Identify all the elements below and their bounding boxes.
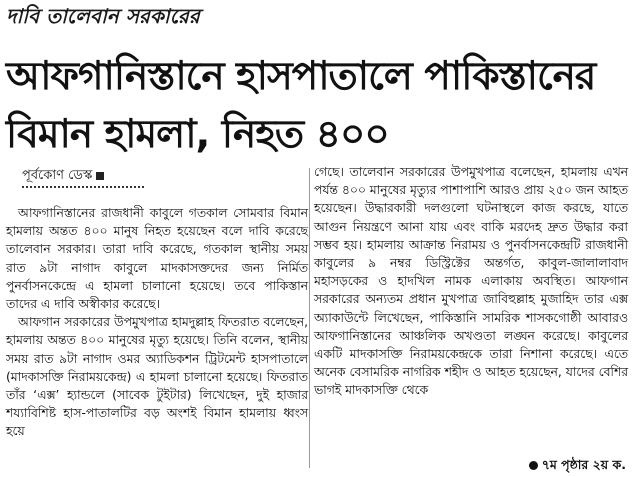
- headline-line-2: বিমান হামলা, নিহত ৪০০: [6, 112, 389, 157]
- bullet-dot-icon: [529, 461, 538, 470]
- continuation-note: [529, 457, 626, 477]
- byline-text: পূর্বকোণ ডেস্ক: [22, 168, 93, 183]
- continuation-text: ৭ম পৃষ্ঠার ২য় ক.: [541, 457, 626, 472]
- paragraph: আফগানিস্তানের রাজধানী কাবুলে গতকাল সোমবার বিমান হামলায় অন্তত ৪০০ মানুষ নিহত হয়েছেন বলে দাবি করেছে তালেবান সরকার। তারা দাবি করেছে, গতকাল স্থানীয় সময় রাত ৯টা নাগাদ কাবুলে মাদকাসক্তদের জন্য নির্মিত পুনর্বাসনকেন্দ্রে এ হামলা চালানো হয়েছে। তবে পাকিস্তান তাদের এ দাবি অস্বীকার করেছে।: [6, 206, 308, 312]
- paragraph: আফগান সরকারের উপমুখপাত্র হামদুল্লাহ ফিতরাত বলেছেন, হামলায় অন্তত ৪০০ মানুষের মৃত্যু হয়েছে। তিনি বলেন, স্থানীয় সময় রাত ৯টা নাগাদ ওমর অ্যাডিকশন ট্রিটমেন্ট হাসপাতালে (মাদকাসক্তি নিরাময়কেন্দ্র) এ হামলা চালানো হয়েছে। ফিতরাত তাঁর ‘এক্স’ হ্যান্ডলে (সাবেক টুইটার) লিখেছেন, দুই হাজার শয্যাবিশিষ্ট হাস-পাতালটির বড় অংশই বিমান হামলায় ধ্বংস হয়ে: [6, 315, 308, 439]
- headline-line-1: আফগানিস্তানে হাসপাতালে পাকিস্তানের: [6, 54, 596, 99]
- byline: [22, 166, 104, 187]
- byline-dotted-rule: [22, 186, 144, 188]
- article-column-2: [314, 163, 628, 400]
- kicker: দাবি তালেবান সরকারের: [6, 4, 200, 28]
- paragraph: গেছে। তালেবান সরকারের উপমুখপাত্র বলেছেন, হামলায় এখন পর্যন্ত ৪০০ মানুষের মৃত্যুর পাশাপাশি আরও প্রায় ২৫০ জন আহত হয়েছেন। উদ্ধারকারী দলগুলো ঘটনাস্থলে কাজ করছে, যাতে আগুন নিয়ন্ত্রণে আনা যায় এবং বাকি মরদেহ দ্রুত উদ্ধার করা সম্ভব হয়। হামলায় আক্রান্ত নিরাময় ও পুনর্বাসনকেন্দ্রটি রাজধানী কাবুলের ৯ নম্বর ডিস্ট্রিক্টের অন্তর্গত, কাবুল-জালালাবাদ মহাসড়কের ও হাদখিল নামক এলাকায় অবস্থিত। আফগান সরকারের অন্যতম প্রধান মুখপাত্র জাবিহুল্লাহ মুজাহিদ তার এক্স অ্যাকাউন্টে লিখেছেন, পাকিস্তানি সামরিক শাসকগোষ্ঠী আবারও আফগানিস্তানের আঞ্চলিক অখণ্ডতা লঙ্ঘন করেছে। কাবুলের একটি মাদকাসক্তি নিরাময়কেন্দ্রকে তারা নিশানা করেছে। এতে অনেক বেসামরিক নাগরিক শহীদ ও আহত হয়েছেন, যাদের বেশির ভাগই মাদকাসক্তি থেকে: [314, 165, 628, 398]
- article-column-1: [6, 204, 308, 441]
- column-divider: [309, 168, 310, 468]
- square-bullet-icon: [96, 172, 104, 180]
